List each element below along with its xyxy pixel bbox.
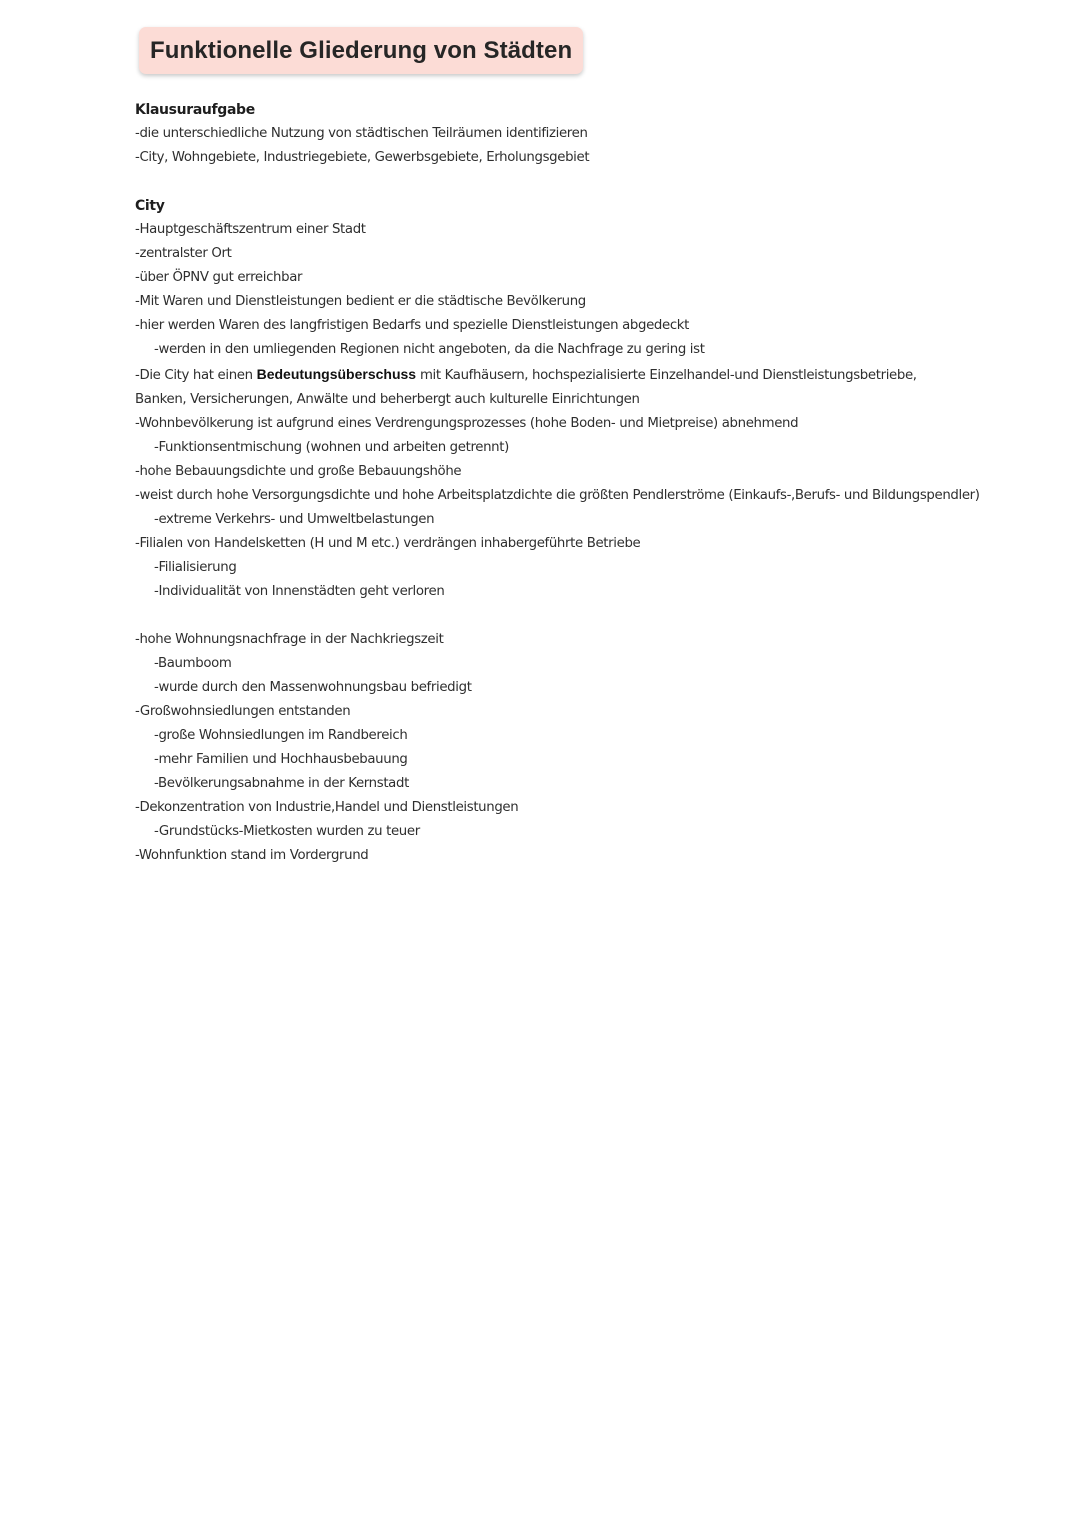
- note-subline: -Funktionsentmischung (wohnen und arbeiten getrennt): [154, 440, 509, 455]
- note-line: -Wohnfunktion stand im Vordergrund: [135, 848, 369, 863]
- note-subline: -mehr Familien und Hochhausbebauung: [154, 752, 408, 767]
- note-text: -Die City hat einen: [135, 368, 257, 383]
- note-subline: -Bevölkerungsabnahme in der Kernstadt: [154, 776, 409, 791]
- note-line: -hohe Bebauungsdichte und große Bebauungshöhe: [135, 464, 462, 479]
- note-subline: -extreme Verkehrs- und Umweltbelastungen: [154, 512, 435, 527]
- note-line: -Wohnbevölkerung ist aufgrund eines Verdrengungsprozesses (hohe Boden- und Mietpreise) abnehmend: [135, 416, 799, 431]
- note-line: -die unterschiedliche Nutzung von städtischen Teilräumen identifizieren: [135, 126, 588, 141]
- note-subline: -Filialisierung: [154, 560, 237, 575]
- note-line: -Hauptgeschäftszentrum einer Stadt: [135, 222, 366, 237]
- section-klausuraufgabe: [135, 98, 965, 170]
- section-heading-klausuraufgabe: Klausuraufgabe: [135, 102, 255, 118]
- note-line: -zentralster Ort: [135, 246, 232, 261]
- note-subline: -Baumboom: [154, 656, 232, 671]
- note-text: mit Kaufhäusern, hochspezialisierte Einzelhandel-und Dienstleistungsbetriebe, Banken, Versicherungen, Anwälte und beherbergt auch kulturelle Einrichtungen: [135, 368, 917, 407]
- note-line: -über ÖPNV gut erreichbar: [135, 270, 303, 285]
- note-line-bedeutungsueberschuss: [135, 362, 965, 412]
- note-line: -Mit Waren und Dienstleistungen bedient er die städtische Bevölkerung: [135, 294, 586, 309]
- note-subline: -große Wohnsiedlungen im Randbereich: [154, 728, 408, 743]
- note-line: -Filialen von Handelsketten (H und M etc.) verdrängen inhabergeführte Betriebe: [135, 536, 641, 551]
- note-subline: -Grundstücks-Mietkosten wurden zu teuer: [154, 824, 420, 839]
- note-line: -hier werden Waren des langfristigen Bedarfs und spezielle Dienstleistungen abgedeckt: [135, 318, 689, 333]
- note-line: -hohe Wohnungsnachfrage in der Nachkriegszeit: [135, 632, 444, 647]
- note-subline: -Individualität von Innenstädten geht verloren: [154, 584, 445, 599]
- section-city: [135, 194, 980, 604]
- highlight-term: Bedeutungsüberschuss: [256, 366, 417, 382]
- note-line: -weist durch hohe Versorgungsdichte und hohe Arbeitsplatzdichte die größten Pendlerströme (Einkaufs-,Berufs- und Bildungspendler): [135, 488, 980, 503]
- title-banner: [139, 27, 583, 74]
- section-heading-city: City: [135, 198, 165, 214]
- note-subline: -werden in den umliegenden Regionen nicht angeboten, da die Nachfrage zu gering ist: [154, 342, 705, 357]
- note-line: -City, Wohngebiete, Industriegebiete, Gewerbsgebiete, Erholungsgebiet: [135, 150, 590, 165]
- note-subline: -wurde durch den Massenwohnungsbau befriedigt: [154, 680, 472, 695]
- note-content: [135, 98, 980, 868]
- note-line: -Großwohnsiedlungen entstanden: [135, 704, 351, 719]
- page-title: Funktionelle Gliederung von Städten: [150, 36, 573, 64]
- section-wohngebiete: [135, 628, 965, 868]
- spacer: [135, 604, 965, 628]
- note-line: -Dekonzentration von Industrie,Handel und Dienstleistungen: [135, 800, 519, 815]
- spacer: [135, 170, 965, 194]
